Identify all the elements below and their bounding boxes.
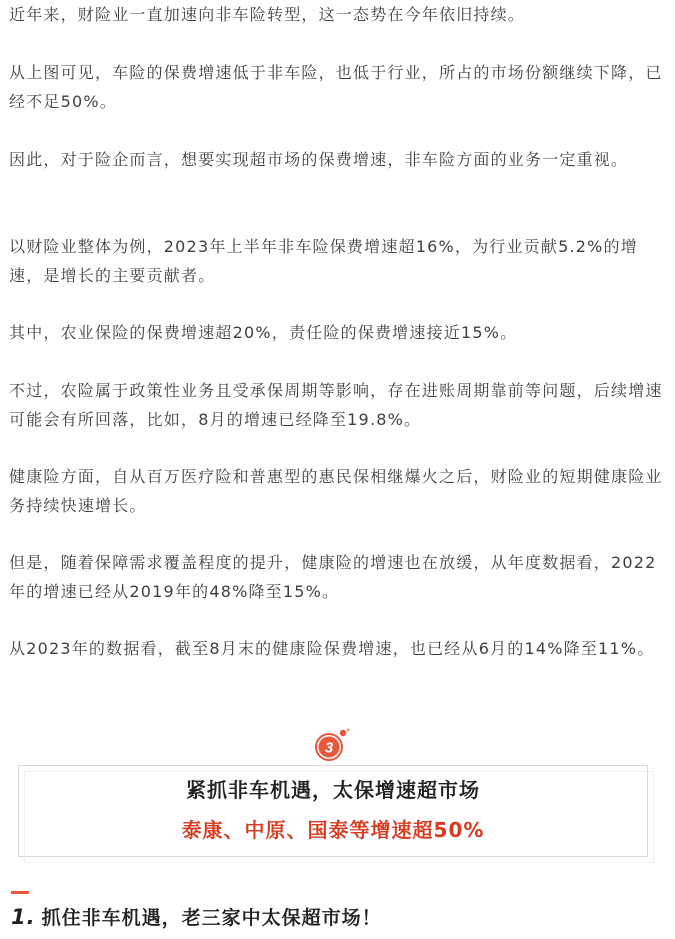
paragraph: 以财险业整体为例，2023年上半年非车险保费增速超16%，为行业贡献5.2%的增速，是增长的主要贡献者。 — [9, 237, 638, 285]
paragraph: 从上图可见，车险的保费增速低于非车险，也低于行业，所占的市场份额继续下降，已经不足50%。 — [9, 63, 663, 111]
paragraph: 近年来，财险业一直加速向非车险转型，这一态势在今年依旧持续。 — [9, 5, 526, 24]
subheading-number: 1. — [11, 905, 36, 929]
section-title: 紧抓非车机遇，太保增速超市场 — [186, 778, 480, 802]
paragraph: 但是，随着保障需求覆盖程度的提升，健康险的增速也在放缓，从年度数据看，2022年的增速已经从2019年的48%降至15%。 — [9, 553, 657, 601]
paragraph: 从2023年的数据看，截至8月末的健康险保费增速，也已经从6月的14%降至11%。 — [9, 639, 655, 658]
section-number-badge-icon — [312, 727, 352, 767]
paragraph: 健康险方面，自从百万医疗险和普惠型的惠民保相继爆火之后，财险业的短期健康险业务持续快速增长。 — [9, 467, 663, 515]
accent-divider — [11, 891, 29, 894]
section-number: 3 — [324, 739, 334, 757]
section-subtitle: 泰康、中原、国泰等增速超50% — [181, 818, 485, 842]
paragraph: 因此，对于险企而言，想要实现超市场的保费增速，非车险方面的业务一定重视。 — [9, 150, 629, 169]
paragraph: 不过，农险属于政策性业务且受承保周期等影响，存在进账周期靠前等问题，后续增速可能会有所回落，比如，8月的增速已经降至19.8%。 — [9, 381, 663, 429]
subheading-text: 抓住非车机遇，老三家中太保超市场！ — [41, 907, 382, 929]
paragraph: 其中，农业保险的保费增速超20%，责任险的保费增速接近15%。 — [9, 323, 518, 342]
subheading — [11, 903, 382, 932]
